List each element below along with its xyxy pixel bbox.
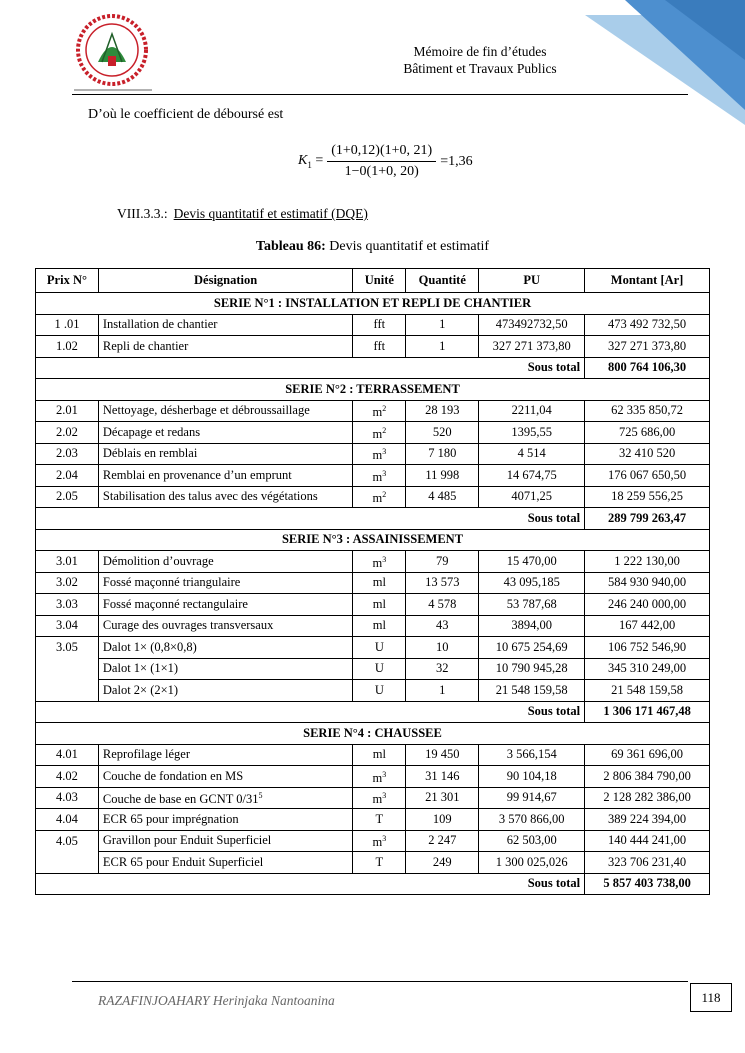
cell-unite — [353, 422, 406, 444]
cell-unite — [353, 465, 406, 487]
designation-text: Remblai en provenance d’un emprunt — [102, 467, 292, 482]
subtotal-value: 289 799 263,47 — [585, 508, 710, 530]
cell-unite — [353, 766, 406, 788]
table-row — [36, 830, 710, 852]
cell-designation — [98, 787, 352, 809]
unit-exponent: 2 — [382, 490, 387, 500]
designation-text: Fossé maçonné rectangulaire — [102, 596, 248, 611]
designation-text: Installation de chantier — [102, 317, 218, 332]
cell-montant: 327 271 373,80 — [585, 336, 710, 358]
cell-designation — [98, 766, 352, 788]
cell-montant: 389 224 394,00 — [585, 809, 710, 831]
series-title: SERIE N°3 : ASSAINISSEMENT — [36, 529, 710, 551]
unit-text: U — [374, 639, 384, 654]
col-header-pu: PU — [479, 269, 585, 293]
unit-text: ml — [372, 596, 386, 611]
designation-text: Déblais en remblai — [102, 446, 198, 461]
cell-pu: 3 566,154 — [479, 744, 585, 766]
formula-lhs: $K_1$ = — [298, 153, 324, 170]
cell-montant: 176 067 650,50 — [585, 465, 710, 487]
cell-unite — [353, 680, 406, 702]
cell-montant: 323 706 231,40 — [585, 852, 710, 874]
table-row — [36, 422, 710, 444]
subtotal-label: Sous total — [36, 357, 585, 379]
cell-unite — [353, 486, 406, 508]
cell-unite — [353, 830, 406, 852]
cell-prix-no: 3.02 — [36, 572, 99, 594]
cell-pu: 3894,00 — [479, 615, 585, 637]
cell-pu: 1395,55 — [479, 422, 585, 444]
unit-text: U — [374, 682, 384, 697]
cell-designation — [98, 658, 352, 680]
cell-unite — [353, 572, 406, 594]
table-row — [36, 443, 710, 465]
series-title: SERIE N°2 : TERRASSEMENT — [36, 379, 710, 401]
cell-designation — [98, 486, 352, 508]
table-row — [36, 594, 710, 616]
table-header-row — [36, 269, 710, 293]
cell-pu: 10 675 254,69 — [479, 637, 585, 659]
cell-designation — [98, 852, 352, 874]
cell-prix-no — [36, 852, 99, 874]
table-row — [36, 486, 710, 508]
cell-montant: 473 492 732,50 — [585, 314, 710, 336]
author-name: RAZAFINJOAHARY Herinjaka Nantoanina — [98, 993, 335, 1008]
cell-quantite: 4 578 — [406, 594, 479, 616]
cell-quantite: 10 — [406, 637, 479, 659]
table-caption-label: Tableau 86: — [255, 239, 326, 254]
designation-text: Curage des ouvrages transversaux — [102, 618, 274, 633]
formula-fraction — [327, 143, 436, 180]
unit-text: m — [372, 491, 383, 506]
designation-text: Dalot 1× (1×1) — [102, 661, 179, 676]
table-row — [36, 615, 710, 637]
cell-designation — [98, 830, 352, 852]
cell-pu: 2211,04 — [479, 400, 585, 422]
cell-designation — [98, 443, 352, 465]
unit-text: m — [372, 405, 383, 420]
designation-text: Fossé maçonné triangulaire — [102, 575, 241, 590]
cell-prix-no: 2.05 — [36, 486, 99, 508]
col-header-quantite: Quantité — [406, 269, 479, 293]
cell-quantite: 31 146 — [406, 766, 479, 788]
cell-unite — [353, 787, 406, 809]
unit-text: U — [374, 661, 384, 676]
cell-unite — [353, 443, 406, 465]
cell-montant: 2 128 282 386,00 — [585, 787, 710, 809]
cell-quantite: 520 — [406, 422, 479, 444]
unit-exponent: 3 — [382, 769, 387, 779]
cell-quantite: 21 301 — [406, 787, 479, 809]
unit-exponent: 3 — [382, 791, 387, 801]
table-row — [36, 809, 710, 831]
document-header — [300, 43, 660, 77]
unit-text: T — [375, 854, 384, 869]
cell-pu: 4071,25 — [479, 486, 585, 508]
cell-designation — [98, 594, 352, 616]
footer-rule — [72, 981, 688, 982]
cell-unite — [353, 551, 406, 573]
cell-unite — [353, 637, 406, 659]
cell-prix-no — [36, 680, 99, 702]
cell-pu: 4 514 — [479, 443, 585, 465]
unit-text: m — [372, 770, 383, 785]
unit-text: T — [375, 811, 384, 826]
cell-montant: 725 686,00 — [585, 422, 710, 444]
col-header-montant: Montant [Ar] — [585, 269, 710, 293]
cell-quantite: 32 — [406, 658, 479, 680]
cell-quantite: 13 573 — [406, 572, 479, 594]
designation-text: ECR 65 pour imprégnation — [102, 811, 239, 826]
cell-montant: 62 335 850,72 — [585, 400, 710, 422]
cell-prix-no — [36, 658, 99, 680]
cell-pu: 90 104,18 — [479, 766, 585, 788]
table-row — [36, 744, 710, 766]
designation-text: Décapage et redans — [102, 424, 201, 439]
cell-pu: 10 790 945,28 — [479, 658, 585, 680]
designation-text: Stabilisation des talus avec des végétations — [102, 489, 318, 504]
unit-text: m — [372, 426, 383, 441]
table-row — [36, 637, 710, 659]
table-row — [36, 658, 710, 680]
table-caption-text: Devis quantitatif et estimatif — [325, 239, 490, 254]
unit-exponent: 3 — [382, 447, 387, 457]
cell-pu: 14 674,75 — [479, 465, 585, 487]
designation-text: Repli de chantier — [102, 338, 189, 353]
header-line-2: Bâtiment et Travaux Publics — [403, 61, 557, 76]
coefficient-formula — [298, 143, 473, 180]
designation-sup: 5 — [258, 791, 263, 801]
cell-unite — [353, 336, 406, 358]
unit-exponent: 3 — [382, 834, 387, 844]
table-row — [36, 766, 710, 788]
cell-quantite: 28 193 — [406, 400, 479, 422]
cell-prix-no: 3.03 — [36, 594, 99, 616]
col-header-unite: Unité — [353, 269, 406, 293]
table-row — [36, 787, 710, 809]
unit-text: m — [372, 835, 383, 850]
unit-text: ml — [372, 747, 386, 762]
cell-montant: 140 444 241,00 — [585, 830, 710, 852]
cell-pu: 62 503,00 — [479, 830, 585, 852]
cell-prix-no: 1.02 — [36, 336, 99, 358]
table-row — [36, 680, 710, 702]
designation-text: Reprofilage léger — [102, 747, 190, 762]
designation-text: Couche de base en GCNT 0/31 — [102, 792, 259, 807]
table-row — [36, 465, 710, 487]
subtotal-label: Sous total — [36, 508, 585, 530]
formula-result: =1,36 — [440, 153, 473, 169]
subtotal-label: Sous total — [36, 873, 585, 895]
formula-numerator: (1+0,12)(1+0, 21) — [327, 143, 436, 162]
cell-designation — [98, 572, 352, 594]
unit-text: fft — [373, 338, 386, 353]
cell-quantite: 43 — [406, 615, 479, 637]
series-title-row — [36, 723, 710, 745]
formula-symbol: K — [298, 153, 308, 169]
cell-quantite: 249 — [406, 852, 479, 874]
cell-montant: 345 310 249,00 — [585, 658, 710, 680]
unit-text: fft — [373, 317, 386, 332]
cell-pu: 1 300 025,026 — [479, 852, 585, 874]
cell-pu: 43 095,185 — [479, 572, 585, 594]
cell-pu: 99 914,67 — [479, 787, 585, 809]
cell-designation — [98, 400, 352, 422]
cell-pu: 473492732,50 — [479, 314, 585, 336]
col-header-prix: Prix N° — [36, 269, 99, 293]
table-row — [36, 314, 710, 336]
school-logo — [68, 12, 156, 92]
cell-designation — [98, 465, 352, 487]
cell-quantite: 7 180 — [406, 443, 479, 465]
cell-prix-no: 2.01 — [36, 400, 99, 422]
col-header-designation: Désignation — [98, 269, 352, 293]
unit-text: ml — [372, 618, 386, 633]
cell-unite — [353, 594, 406, 616]
section-title: Devis quantitatif et estimatif (DQE) — [173, 206, 368, 221]
subtotal-row — [36, 873, 710, 895]
designation-text: Démolition d’ouvrage — [102, 553, 214, 568]
cell-prix-no: 4.03 — [36, 787, 99, 809]
cell-montant: 106 752 546,90 — [585, 637, 710, 659]
table-row — [36, 572, 710, 594]
cell-quantite: 79 — [406, 551, 479, 573]
cell-designation — [98, 551, 352, 573]
unit-text: ml — [372, 575, 386, 590]
section-number: VIII.3.3.: — [117, 206, 168, 221]
cell-designation — [98, 615, 352, 637]
cell-unite — [353, 615, 406, 637]
series-title-row — [36, 293, 710, 315]
table-row — [36, 852, 710, 874]
intro-text: D’où le coefficient de déboursé est — [88, 107, 284, 122]
designation-text: Dalot 1× (0,8×0,8) — [102, 639, 197, 654]
unit-exponent: 3 — [382, 554, 387, 564]
cell-pu: 15 470,00 — [479, 551, 585, 573]
cell-quantite: 2 247 — [406, 830, 479, 852]
designation-text: Couche de fondation en MS — [102, 768, 244, 783]
subtotal-value: 1 306 171 467,48 — [585, 701, 710, 723]
dqe-table — [35, 268, 710, 895]
subtotal-row — [36, 701, 710, 723]
unit-exponent: 3 — [382, 468, 387, 478]
cell-designation — [98, 680, 352, 702]
unit-text: m — [372, 448, 383, 463]
cell-unite — [353, 314, 406, 336]
table-body — [36, 293, 710, 895]
cell-designation — [98, 637, 352, 659]
cell-montant: 2 806 384 790,00 — [585, 766, 710, 788]
cell-quantite: 109 — [406, 809, 479, 831]
subtotal-value: 5 857 403 738,00 — [585, 873, 710, 895]
cell-prix-no: 3.05 — [36, 637, 99, 659]
unit-exponent: 2 — [382, 425, 387, 435]
subtotal-label: Sous total — [36, 701, 585, 723]
table-row — [36, 551, 710, 573]
cell-montant: 69 361 696,00 — [585, 744, 710, 766]
unit-text: m — [372, 792, 383, 807]
series-title: SERIE N°4 : CHAUSSEE — [36, 723, 710, 745]
cell-prix-no: 2.02 — [36, 422, 99, 444]
cell-quantite: 19 450 — [406, 744, 479, 766]
unit-text: m — [372, 469, 383, 484]
table-row — [36, 400, 710, 422]
designation-text: Nettoyage, désherbage et débroussaillage — [102, 403, 310, 418]
cell-prix-no: 3.01 — [36, 551, 99, 573]
cell-quantite: 1 — [406, 680, 479, 702]
cell-pu: 327 271 373,80 — [479, 336, 585, 358]
unit-text: m — [372, 555, 383, 570]
series-title-row — [36, 379, 710, 401]
designation-text: Gravillon pour Enduit Superficiel — [102, 833, 272, 848]
table-row — [36, 336, 710, 358]
page-number: 118 — [690, 983, 732, 1012]
cell-montant: 584 930 940,00 — [585, 572, 710, 594]
cell-unite — [353, 809, 406, 831]
cell-designation — [98, 422, 352, 444]
cell-unite — [353, 852, 406, 874]
header-line-1: Mémoire de fin d’études — [413, 44, 547, 59]
cell-prix-no: 4.02 — [36, 766, 99, 788]
subtotal-row — [36, 357, 710, 379]
cell-pu: 3 570 866,00 — [479, 809, 585, 831]
header-rule — [72, 94, 688, 95]
cell-prix-no: 1 .01 — [36, 314, 99, 336]
subtotal-value: 800 764 106,30 — [585, 357, 710, 379]
cell-montant: 167 442,00 — [585, 615, 710, 637]
cell-prix-no: 4.05 — [36, 830, 99, 852]
cell-montant: 32 410 520 — [585, 443, 710, 465]
cell-prix-no: 4.01 — [36, 744, 99, 766]
cell-unite — [353, 658, 406, 680]
table-caption — [0, 239, 745, 255]
designation-text: ECR 65 pour Enduit Superficiel — [102, 854, 264, 869]
cell-quantite: 11 998 — [406, 465, 479, 487]
cell-pu: 21 548 159,58 — [479, 680, 585, 702]
cell-prix-no: 3.04 — [36, 615, 99, 637]
cell-montant: 18 259 556,25 — [585, 486, 710, 508]
series-title: SERIE N°1 : INSTALLATION ET REPLI DE CHANTIER — [36, 293, 710, 315]
cell-quantite: 1 — [406, 336, 479, 358]
cell-unite — [353, 400, 406, 422]
section-heading — [117, 206, 368, 222]
cell-prix-no: 2.04 — [36, 465, 99, 487]
cell-designation — [98, 809, 352, 831]
cell-montant: 21 548 159,58 — [585, 680, 710, 702]
formula-subscript: 1 — [307, 159, 312, 170]
designation-text: Dalot 2× (2×1) — [102, 682, 179, 697]
cell-unite — [353, 744, 406, 766]
unit-exponent: 2 — [382, 404, 387, 414]
cell-quantite: 4 485 — [406, 486, 479, 508]
cell-montant: 1 222 130,00 — [585, 551, 710, 573]
subtotal-row — [36, 508, 710, 530]
formula-denominator: 1−0(1+0, 20) — [344, 164, 419, 179]
cell-prix-no: 4.04 — [36, 809, 99, 831]
cell-designation — [98, 314, 352, 336]
cell-pu: 53 787,68 — [479, 594, 585, 616]
cell-prix-no: 2.03 — [36, 443, 99, 465]
cell-quantite: 1 — [406, 314, 479, 336]
cell-designation — [98, 336, 352, 358]
cell-montant: 246 240 000,00 — [585, 594, 710, 616]
series-title-row — [36, 529, 710, 551]
cell-designation — [98, 744, 352, 766]
